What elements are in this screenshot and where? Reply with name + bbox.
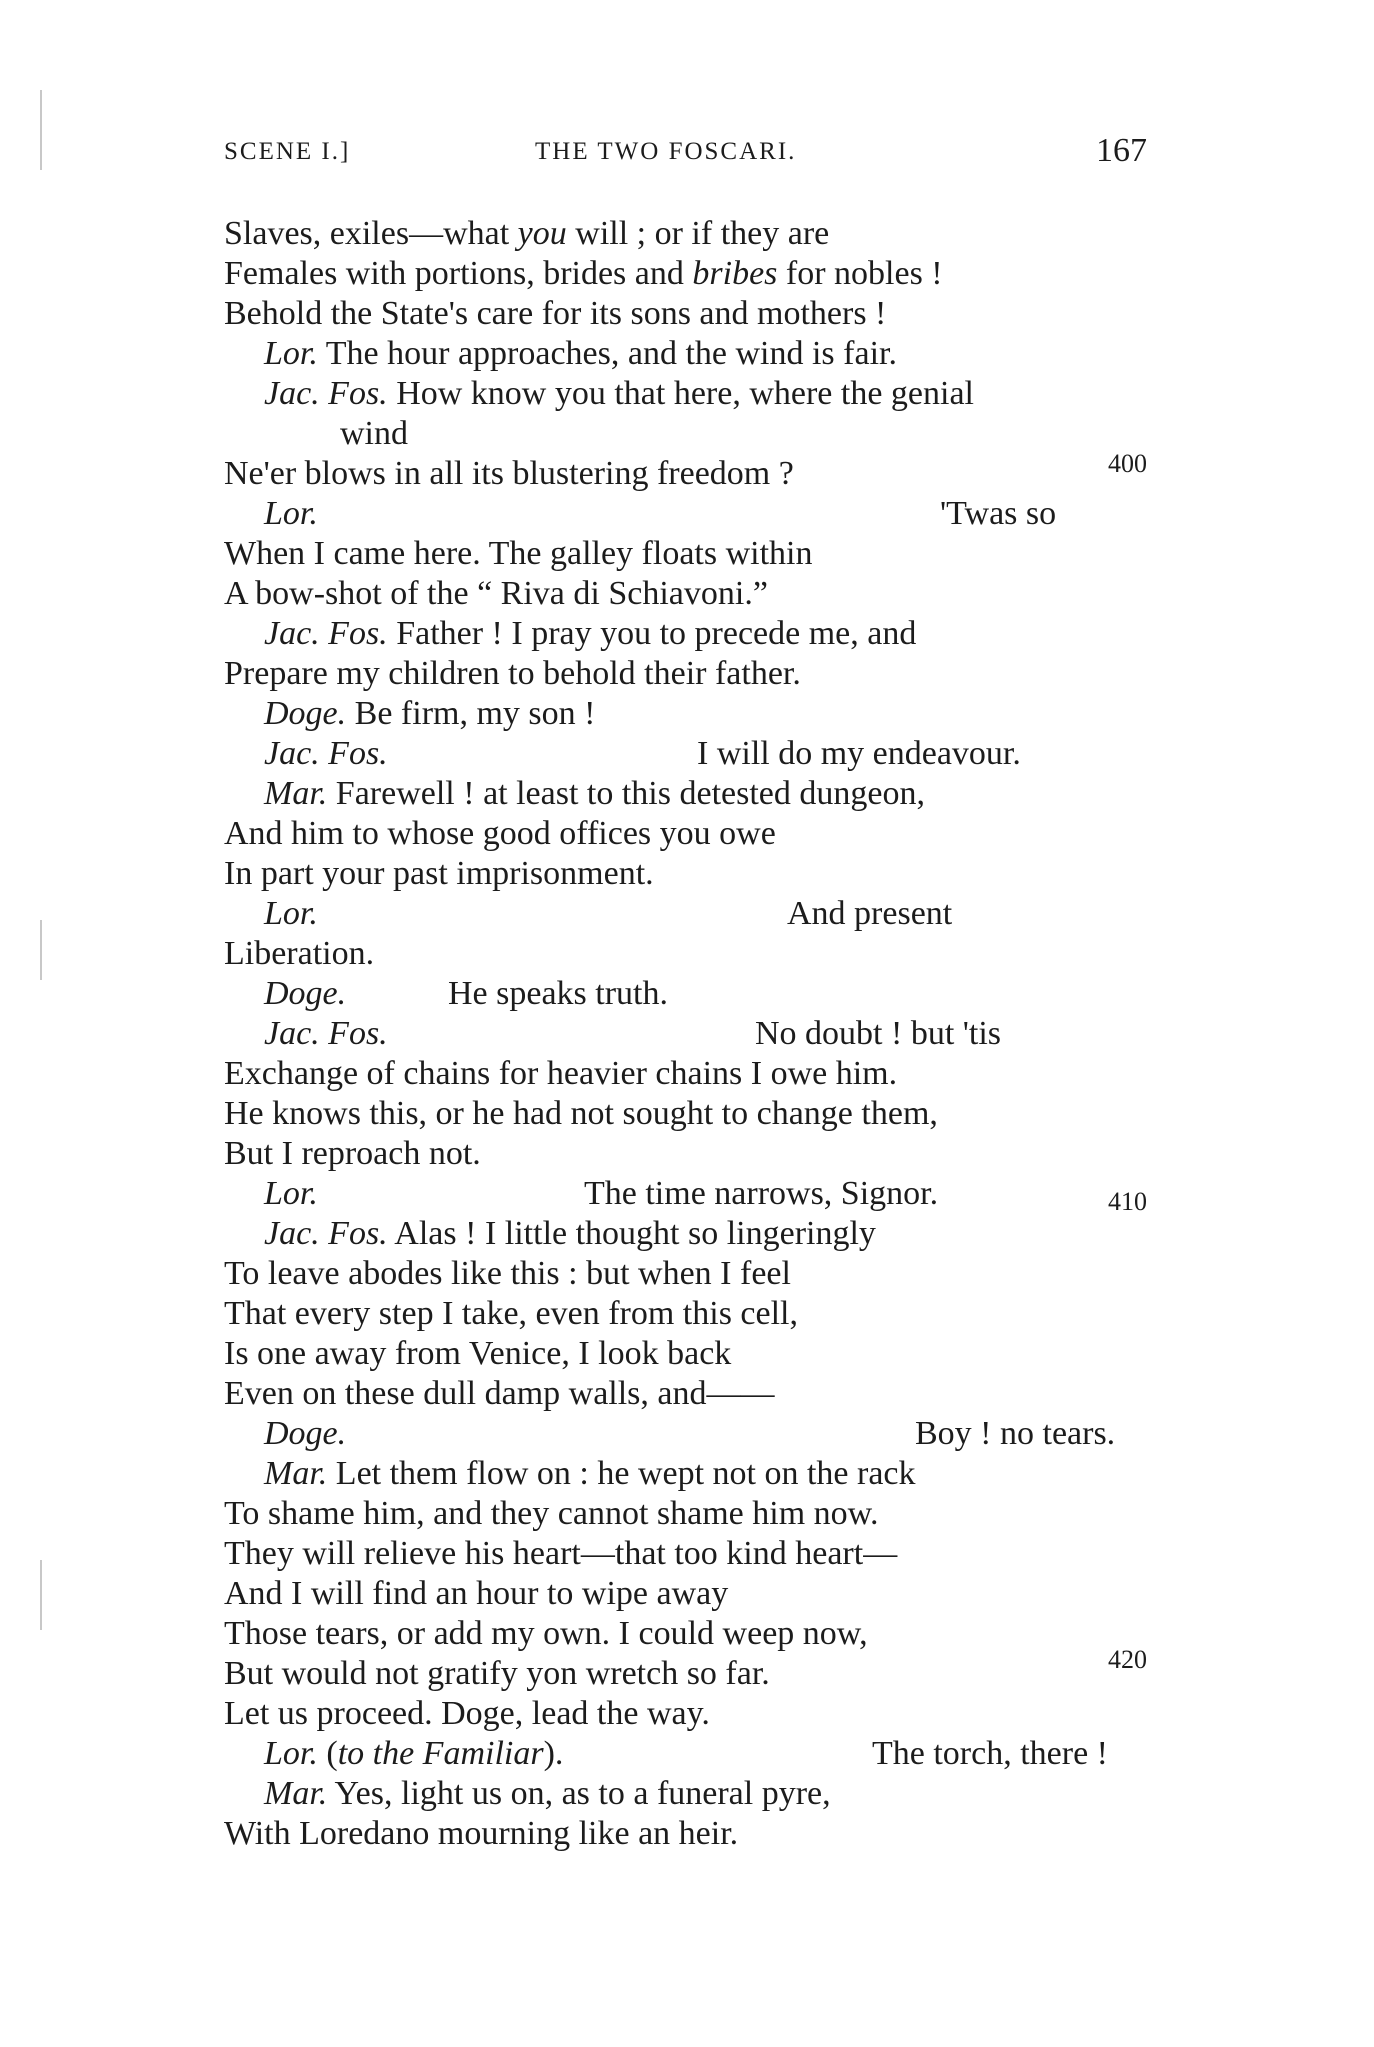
verse-line — [264, 694, 595, 734]
verse-line — [448, 974, 668, 1014]
verse-line — [224, 1654, 770, 1694]
verse-line — [224, 1054, 897, 1094]
verse-line — [224, 1294, 798, 1334]
verse-text-segment: To leave abodes like this : but when I feel — [224, 1255, 791, 1292]
verse-text-segment: The hour approaches, and the wind is fair. — [317, 335, 897, 372]
verse-line — [224, 1534, 897, 1574]
verse-text-segment: And present — [787, 895, 953, 932]
verse-line — [340, 414, 408, 454]
italic-text: Mar. — [264, 1455, 328, 1492]
italic-text: to the Familiar — [337, 1735, 544, 1772]
verse-line — [697, 734, 1021, 774]
verse-line — [224, 814, 776, 854]
verse-line — [264, 894, 318, 934]
verse-line — [264, 614, 916, 654]
verse-text-segment: 'Twas so — [940, 495, 1057, 532]
verse-text-segment: I will do my endeavour. — [697, 735, 1021, 772]
page-number: 167 — [1096, 132, 1147, 169]
verse-line — [264, 774, 925, 814]
verse-text-segment: He speaks truth. — [448, 975, 669, 1012]
verse-line — [264, 1174, 318, 1214]
verse-line — [224, 1694, 710, 1734]
verse-text-segment: No doubt ! but 'tis — [755, 1015, 1002, 1052]
verse-text-segment: He knows this, or he had not sought to change them, — [224, 1095, 938, 1132]
verse-line — [224, 1494, 879, 1534]
verse-text-segment: Slaves, exiles—what — [224, 215, 518, 252]
verse-line — [264, 1454, 916, 1494]
verse-line — [224, 854, 654, 894]
italic-text: Jac. Fos. — [264, 615, 388, 652]
verse-text-segment: Liberation. — [224, 935, 375, 972]
verse-line — [224, 1334, 731, 1374]
verse-line — [940, 494, 1056, 534]
verse-line — [264, 374, 974, 414]
verse-line — [264, 1734, 563, 1774]
verse-text-segment: The time narrows, Signor. — [584, 1175, 939, 1212]
italic-text: bribes — [692, 255, 778, 292]
verse-line — [264, 1774, 831, 1814]
verse-line — [872, 1734, 1108, 1774]
line-number-410: 410 — [1108, 1187, 1147, 1216]
verse-line — [224, 1094, 938, 1134]
verse-text-segment: Let us proceed. Doge, lead the way. — [224, 1695, 710, 1732]
verse-line — [224, 1134, 481, 1174]
verse-text-segment: Even on these dull damp walls, and—— — [224, 1375, 775, 1412]
scene-heading: SCENE I.] — [224, 138, 351, 165]
verse-line — [264, 1014, 388, 1054]
verse-text-segment: Farewell ! at least to this detested dungeon, — [327, 775, 925, 812]
italic-text: Lor. — [264, 1175, 318, 1212]
verse-line — [224, 654, 801, 694]
italic-text: Doge. — [264, 695, 347, 732]
italic-text: Mar. — [264, 775, 328, 812]
verse-line — [787, 894, 952, 934]
margin-mark — [40, 1560, 42, 1630]
verse-text-segment: ). — [543, 1735, 564, 1772]
verse-text-segment: But would not gratify yon wretch so far. — [224, 1655, 770, 1692]
verse-line — [264, 734, 388, 774]
verse-line — [224, 294, 886, 334]
italic-text: Lor. — [264, 495, 318, 532]
verse-line — [224, 254, 943, 294]
verse-text-segment: When I came here. The galley floats within — [224, 535, 813, 572]
verse-text-segment: How know you that here, where the genial — [387, 375, 975, 412]
verse-line — [224, 214, 829, 254]
italic-text: you — [517, 215, 567, 252]
running-title: THE TWO FOSCARI. — [535, 138, 797, 165]
verse-text-segment: A bow-shot of the “ Riva di Schiavoni.” — [224, 575, 768, 612]
verse-text-segment: Those tears, or add my own. I could weep now, — [224, 1615, 868, 1652]
verse-text-segment: With Loredano mourning like an heir. — [224, 1815, 739, 1852]
line-number-400: 400 — [1108, 449, 1147, 478]
verse-text-segment: And him to whose good offices you owe — [224, 815, 776, 852]
verse-text-segment: In part your past imprisonment. — [224, 855, 654, 892]
line-number-420: 420 — [1108, 1645, 1147, 1674]
verse-line — [224, 1374, 775, 1414]
italic-text: Doge. — [264, 1415, 347, 1452]
verse-text-segment: Let them flow on : he wept not on the rack — [327, 1455, 916, 1492]
verse-text-segment: Father ! I pray you to precede me, and — [387, 615, 917, 652]
verse-line — [755, 1014, 1001, 1054]
verse-text-segment: ( — [317, 1735, 338, 1772]
verse-text-segment: Alas ! I little thought so lingeringly — [387, 1215, 876, 1252]
verse-text-segment: Boy ! no tears. — [915, 1415, 1116, 1452]
verse-text-segment: Yes, light us on, as to a funeral pyre, — [327, 1775, 831, 1812]
margin-mark — [40, 920, 42, 980]
verse-line — [224, 574, 768, 614]
verse-line — [224, 1574, 728, 1614]
italic-text: Lor. — [264, 895, 318, 932]
verse-line — [224, 1614, 868, 1654]
italic-text: Lor. — [264, 335, 318, 372]
verse-text-segment: for nobles ! — [777, 255, 943, 292]
verse-line — [224, 534, 812, 574]
italic-text: Jac. Fos. — [264, 375, 388, 412]
italic-text: Jac. Fos. — [264, 1215, 388, 1252]
verse-text-segment: Ne'er blows in all its blustering freedom ? — [224, 455, 794, 492]
verse-line — [584, 1174, 938, 1214]
verse-text-segment: wind — [340, 415, 408, 452]
verse-text-segment: That every step I take, even from this cell, — [224, 1295, 798, 1332]
verse-text-segment: They will relieve his heart—that too kind heart— — [224, 1535, 898, 1572]
verse-line — [264, 1414, 346, 1454]
verse-text-segment: And I will find an hour to wipe away — [224, 1575, 729, 1612]
verse-text-segment: But I reproach not. — [224, 1135, 481, 1172]
verse-text-segment: Is one away from Venice, I look back — [224, 1335, 732, 1372]
verse-line — [224, 1814, 738, 1854]
verse-text-segment: Exchange of chains for heavier chains I owe him. — [224, 1055, 898, 1092]
verse-line — [264, 974, 346, 1014]
italic-text: Lor. — [264, 1735, 318, 1772]
verse-line — [224, 454, 794, 494]
verse-line — [264, 494, 318, 534]
verse-text-segment: Females with portions, brides and — [224, 255, 693, 292]
verse-line — [264, 334, 897, 374]
italic-text: Jac. Fos. — [264, 1015, 388, 1052]
italic-text: Jac. Fos. — [264, 735, 388, 772]
verse-line — [915, 1414, 1115, 1454]
verse-text-segment: The torch, there ! — [872, 1735, 1108, 1772]
verse-line — [224, 1254, 791, 1294]
verse-line — [264, 1214, 876, 1254]
italic-text: Mar. — [264, 1775, 328, 1812]
verse-line — [224, 934, 374, 974]
running-header — [0, 132, 1374, 178]
italic-text: Doge. — [264, 975, 347, 1012]
verse-text-segment: Be firm, my son ! — [346, 695, 596, 732]
verse-text-segment: will ; or if they are — [566, 215, 830, 252]
verse-text-segment: Prepare my children to behold their father. — [224, 655, 801, 692]
verse-text-segment: To shame him, and they cannot shame him now. — [224, 1495, 879, 1532]
margin-mark — [40, 90, 42, 170]
verse-text-segment: Behold the State's care for its sons and mothers ! — [224, 295, 887, 332]
